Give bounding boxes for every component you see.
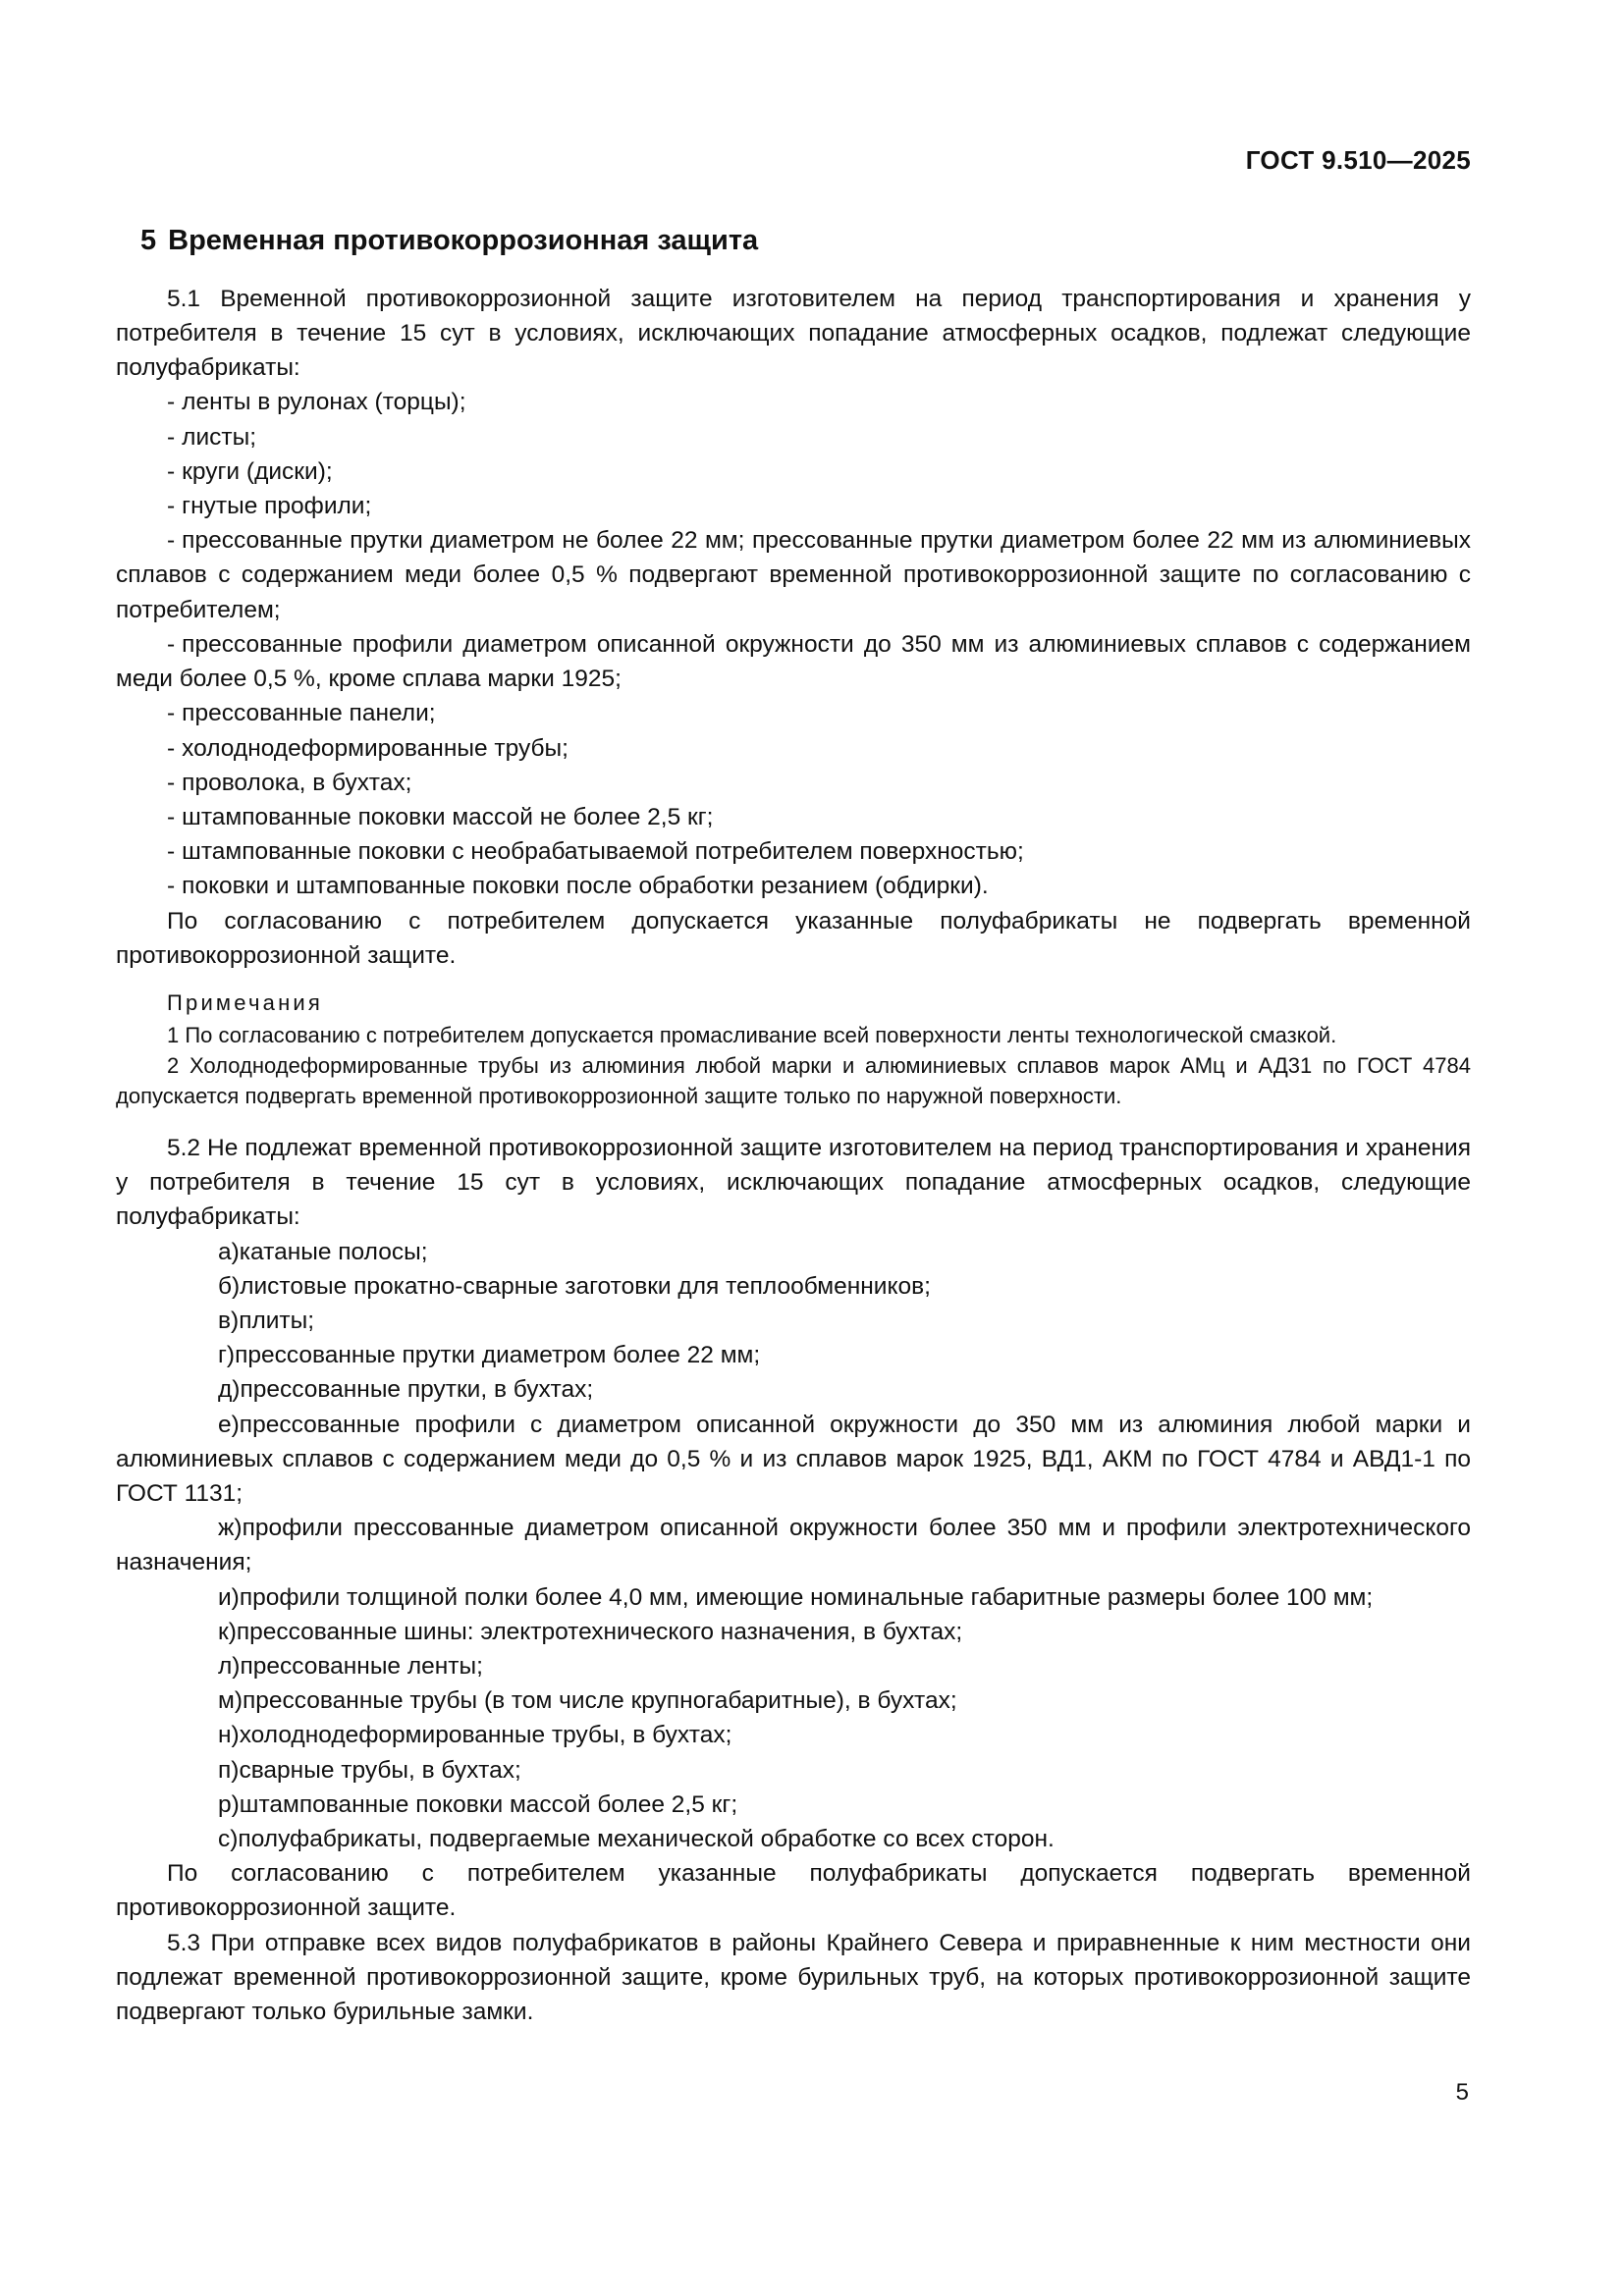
clause-5-2-list: [116, 1235, 1471, 1857]
dash-marker: -: [167, 873, 176, 900]
spacer: [116, 1111, 1471, 1131]
list-item: [116, 1408, 1471, 1512]
list-item: [116, 1822, 1471, 1856]
list-item: [116, 489, 1471, 523]
alpha-marker: ж): [218, 1515, 243, 1542]
dash-marker: -: [167, 493, 176, 520]
list-item-text: профили толщиной полки более 4,0 мм, имеющие номинальные габаритные размеры более 100 мм;: [239, 1583, 1374, 1611]
alpha-marker: е): [218, 1411, 240, 1438]
list-item-text: круги (диски);: [182, 457, 333, 485]
section-number: 5: [140, 225, 157, 256]
dash-marker: -: [167, 734, 176, 762]
list-item: [116, 1753, 1471, 1788]
list-item-text: прессованные ленты;: [240, 1652, 483, 1680]
list-item-text: сварные трубы, в бухтах;: [239, 1756, 521, 1784]
list-item: [116, 1788, 1471, 1822]
clause-5-3-paragraph: 5.3 При отправке всех видов полуфабрикатов в районы Крайнего Севера и приравненные к ним местности они подлежат временной противокоррозионной защите, кроме бурильных труб, на которых противокоррозионной защите подвергают только бурильные замки.: [116, 1929, 1471, 2025]
list-item: [116, 1580, 1471, 1615]
list-item-text: листовые прокатно-сварные заготовки для теплообменников;: [240, 1272, 931, 1300]
list-item-text: прессованные трубы (в том числе крупногабаритные), в бухтах;: [243, 1687, 957, 1715]
dash-marker: -: [167, 630, 176, 658]
list-item: [116, 834, 1471, 869]
list-item: [116, 1372, 1471, 1407]
dash-marker: -: [167, 457, 176, 485]
list-item: [116, 1304, 1471, 1338]
list-item: [116, 454, 1471, 489]
note-item: 1 По согласованию с потребителем допускается промасливание всей поверхности ленты технологической смазкой.: [167, 1022, 1337, 1047]
list-item-text: штампованные поковки массой более 2,5 кг;: [239, 1790, 738, 1818]
alpha-marker: к): [218, 1618, 237, 1645]
list-item-text: поковки и штампованные поковки после обработки резанием (обдирки).: [182, 873, 989, 900]
standard-header: ГОСТ 9.510—2025: [1245, 145, 1471, 175]
list-item: [116, 1235, 1471, 1269]
list-item: [116, 1649, 1471, 1683]
clause-5-2-paragraph: 5.2 Не подлежат временной противокоррозионной защите изготовителем на период транспортирования и хранения у потребителя в течение 15 сут в условиях, исключающих попадание атмосферных осадков, следующие полуфабрикаты:: [116, 1134, 1471, 1231]
list-item-text: проволока, в бухтах;: [182, 769, 412, 796]
page-number: 5: [1455, 2079, 1469, 2106]
list-item: [116, 766, 1471, 800]
list-item: [116, 1718, 1471, 1752]
list-item: [116, 800, 1471, 834]
list-item-text: прессованные профили диаметром описанной окружности до 350 мм из алюминиевых сплавов с содержанием меди более 0,5 %, кроме сплава марки 1925;: [116, 630, 1471, 693]
list-item: [116, 1338, 1471, 1372]
dash-marker: -: [167, 838, 176, 866]
page-content: [116, 0, 1471, 2029]
alpha-marker: и): [218, 1583, 240, 1611]
list-item-text: прессованные прутки, в бухтах;: [240, 1376, 594, 1404]
list-item-text: катаные полосы;: [239, 1238, 428, 1265]
alpha-marker: б): [218, 1272, 241, 1300]
list-item-text: гнутые профили;: [182, 493, 372, 520]
list-item-text: прессованные профили с диаметром описанной окружности до 350 мм из алюминия любой марки и алюминиевых сплавов с содержанием меди до 0,5 % и из сплавов марок 1925, ВД1, АКМ по ГОСТ 4784 и АВД1-1 по ГОСТ 1131;: [116, 1411, 1471, 1507]
section-title-text: Временная противокоррозионная защита: [168, 225, 759, 256]
alpha-marker: п): [218, 1756, 240, 1784]
list-item: [116, 696, 1471, 730]
list-item: [116, 869, 1471, 903]
clause-5-1-closing: По согласованию с потребителем допускается указанные полуфабрикаты не подвергать временной противокоррозионной защите.: [116, 907, 1471, 969]
list-item-text: ленты в рулонах (торцы);: [182, 389, 466, 416]
list-item-text: прессованные прутки диаметром более 22 мм;: [235, 1342, 761, 1369]
list-item: [116, 385, 1471, 419]
clause-5-1-paragraph: 5.1 Временной противокоррозионной защите изготовителем на период транспортирования и хранения у потребителя в течение 15 сут в условиях, исключающих попадание атмосферных осадков, подлежат следующие полуфабрикаты:: [116, 285, 1471, 382]
dash-marker: -: [167, 423, 176, 451]
alpha-marker: в): [218, 1307, 240, 1334]
dash-marker: -: [167, 389, 176, 416]
alpha-marker: л): [218, 1652, 241, 1680]
list-item: [116, 1511, 1471, 1579]
list-item: [116, 523, 1471, 627]
list-item-text: прессованные прутки диаметром не более 22 мм; прессованные прутки диаметром более 22 мм из алюминиевых сплавов с содержанием меди более 0,5 % подвергают временной противокоррозионной защите по согласованию с потребителем;: [116, 527, 1471, 623]
list-item-text: штампованные поковки с необрабатываемой потребителем поверхностью;: [182, 838, 1024, 866]
clause-5-1-list: [116, 385, 1471, 903]
notes-heading: Примечания: [167, 989, 324, 1015]
dash-marker: -: [167, 803, 176, 830]
clause-5-2-closing: По согласованию с потребителем указанные полуфабрикаты допускается подвергать временной противокоррозионной защите.: [116, 1860, 1471, 1922]
alpha-marker: р): [218, 1790, 240, 1818]
alpha-marker: м): [218, 1687, 244, 1715]
list-item: [116, 1269, 1471, 1304]
list-item-text: прессованные шины: электротехнического назначения, в бухтах;: [236, 1618, 963, 1645]
list-item: [116, 1615, 1471, 1649]
note-item: 2 Холоднодеформированные трубы из алюминия любой марки и алюминиевых сплавов марок АМц и АД31 по ГОСТ 4784 допускается подвергать временной противокоррозионной защите только по наружной поверхности.: [116, 1052, 1471, 1108]
alpha-marker: с): [218, 1825, 239, 1852]
list-item: [116, 627, 1471, 696]
alpha-marker: н): [218, 1722, 240, 1749]
list-item: [116, 1683, 1471, 1718]
list-item-text: профили прессованные диаметром описанной окружности более 350 мм и профили электротехнического назначения;: [116, 1515, 1471, 1576]
list-item: [116, 420, 1471, 454]
list-item-text: полуфабрикаты, подвергаемые механической обработке со всех сторон.: [238, 1825, 1055, 1852]
list-item: [116, 731, 1471, 766]
list-item-text: листы;: [182, 423, 257, 451]
section-heading: [140, 224, 1471, 258]
list-item-text: штампованные поковки массой не более 2,5 кг;: [182, 803, 714, 830]
alpha-marker: а): [218, 1238, 240, 1265]
dash-marker: -: [167, 527, 176, 555]
list-item-text: плиты;: [239, 1307, 315, 1334]
alpha-marker: г): [218, 1342, 236, 1369]
dash-marker: -: [167, 769, 176, 796]
alpha-marker: д): [218, 1376, 241, 1404]
dash-marker: -: [167, 700, 176, 727]
list-item-text: прессованные панели;: [182, 700, 436, 727]
list-item-text: холоднодеформированные трубы;: [182, 734, 568, 762]
list-item-text: холоднодеформированные трубы, в бухтах;: [239, 1722, 732, 1749]
